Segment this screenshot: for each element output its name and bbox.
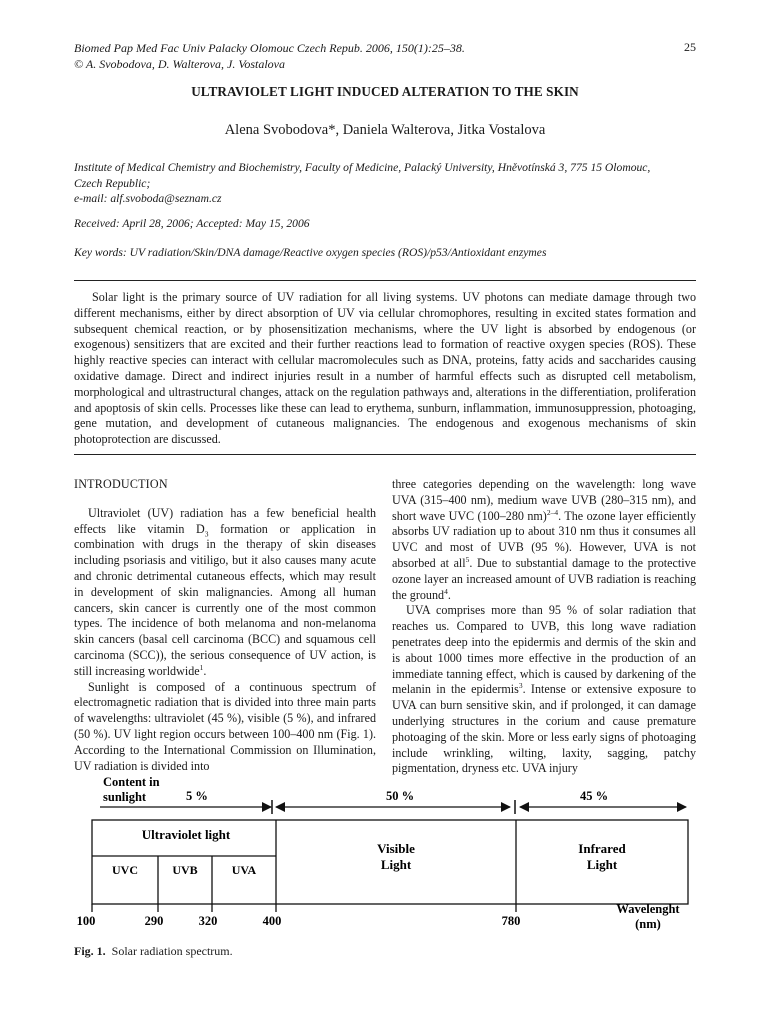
citation-ref: 1 bbox=[199, 662, 204, 672]
infrared-label-line-1: Infrared bbox=[578, 841, 626, 856]
citation-ref: 4 bbox=[444, 586, 448, 596]
text-run: . Due to substantial damage to the protective ozone layer an increased amount of UVB radiation is reaching the ground bbox=[392, 555, 696, 602]
journal-line: Biomed Pap Med Fac Univ Palacky Olomouc Czech Repub. 2006, 150(1):25–38. bbox=[74, 41, 465, 55]
tick-label: 400 bbox=[262, 914, 282, 928]
infrared-label-line-2: Light bbox=[586, 857, 618, 872]
wavelength-ticks bbox=[77, 904, 521, 928]
text-run: three categories depending on the wavelength: long wave UVA (315–400 nm), medium wave UVB (280–315 nm), and short wave UVC (100–280 nm) bbox=[392, 477, 696, 523]
solar-spectrum-figure bbox=[0, 770, 768, 940]
keywords: Key words: UV radiation/Skin/DNA damage/Reactive oxygen species (ROS)/p53/Antioxidant enzymes bbox=[74, 246, 547, 259]
wavelength-axis-label-2: (nm) bbox=[635, 917, 661, 931]
text-run: . bbox=[203, 663, 207, 678]
page-number: 25 bbox=[684, 40, 696, 54]
uva-label: UVA bbox=[231, 863, 257, 877]
citation-ref: 3 bbox=[518, 681, 523, 691]
paragraph-1 bbox=[74, 506, 376, 680]
text-run: . bbox=[447, 587, 451, 602]
column-left bbox=[74, 477, 376, 774]
content-label-line-1: Content in bbox=[103, 775, 160, 789]
figure-caption bbox=[74, 944, 233, 959]
received-dates: Received: April 28, 2006; Accepted: May 15, 2006 bbox=[74, 217, 310, 230]
visible-label-line-2: Light bbox=[380, 857, 412, 872]
author-list: Alena Svobodova*, Daniela Walterova, Jitka Vostalova bbox=[224, 122, 546, 138]
paragraph-2: Sunlight is composed of a continuous spectrum of electromagnetic radiation that is divided into three main parts of wavelengths: ultraviolet (45 %), visible (5 %), and infrared (50 %). UV light region occurs between 100–400 nm (Fig. 1). According to the International Commission on Illumination, UV radiation is divided into bbox=[74, 679, 376, 773]
text-run: Ultraviolet (UV) radiation has a few beneficial health effects like vitamin D bbox=[74, 505, 376, 536]
text-run: formation or application in combination with drugs in the therapy of skin diseases including psoriasis and vitiligo, but it also causes many acute and chronic detrimental cutaneous effects, which may result in development of skin malignancies. Among all human cancers, skin cancer is currently one of the most common types. The incidence of both melanoma and non-melanoma skin cancers (basal cell carcinoma (BCC) and squamous cell carcinoma (SCC)), the serious consequence of UV action, is still increasing worldwide bbox=[74, 521, 376, 678]
paragraph-4 bbox=[392, 603, 696, 777]
tick-label: 780 bbox=[501, 914, 521, 928]
uv-percent-label: 5 % bbox=[186, 789, 208, 803]
caption-text: Solar radiation spectrum. bbox=[111, 944, 233, 958]
tick-label: 100 bbox=[76, 914, 96, 928]
section-heading: INTRODUCTION bbox=[74, 477, 168, 491]
text-run: . Intense or extensive exposure to UVA can burn sensitive skin, and if prolonged, it can damage underlying structures in the corium and cause premature photoaging of the skin. More or less early signs of photoaging include wrinkling, wilting, laxity, sagging, patchy pigmentation, dryness etc. UVA injury bbox=[392, 682, 696, 776]
subscript: 3 bbox=[204, 529, 209, 538]
uv-box-title: Ultraviolet light bbox=[141, 827, 231, 842]
uvb-label: UVB bbox=[172, 863, 198, 877]
citation-ref: 2–4 bbox=[546, 507, 559, 517]
copyright-line: © A. Svobodova, D. Walterova, J. Vostalova bbox=[74, 57, 285, 71]
content-label-line-2: sunlight bbox=[103, 790, 147, 804]
contact-email: e-mail: alf.svoboda@seznam.cz bbox=[74, 192, 222, 205]
caption-label: Fig. 1. bbox=[74, 944, 106, 958]
text-run: UVA comprises more than 95 % of solar radiation that reaches us. Compared to UVB, this long wave radiation penetrates deep into the epidermis and dermis of the skin and is about 1000 times more effective in the production of an immediate tanning effect, which is caused by darkening of the melanin in the epidermis bbox=[392, 603, 696, 697]
infrared-percent-label: 45 % bbox=[580, 789, 609, 803]
affiliation-line-1: Institute of Medical Chemistry and Biochemistry, Faculty of Medicine, Palacký University, Hněvotínská 3, 775 15 Olomouc, bbox=[74, 161, 651, 174]
visible-label-line-1: Visible bbox=[377, 841, 415, 856]
tick-label: 320 bbox=[198, 914, 218, 928]
text-run: . The ozone layer efficiently absorbs UV radiation up to about 310 nm thus it consumes all UVC and most of UVB (95 %). However, UVA is not absorbed at all bbox=[392, 508, 696, 570]
affiliation bbox=[74, 160, 696, 207]
abstract-text: Solar light is the primary source of UV radiation for all living systems. UV photons can mediate damage through two different mechanisms, either by direct absorption of UV via cellular chromophores, resulting in excited states formation and subsequent chemical reaction, or by phosensitization mechanisms, where the UV light is absorbed by endogenous (or exogenous) sensitizers that are excited and their further reactions lead to formation of reactive oxygen species (ROS). These highly reactive species can interact with cellular macromolecules such as DNA, proteins, fatty acids and saccharides causing oxidative damage. Direct and indirect injuries result in a number of harmful effects such as disrupted cell metabolism, morphological and ultrastructural changes, attack on the regulation pathways and, alterations in the differentiation, proliferation and apoptosis of skin cells. Processes like these can lead to erythema, sunburn, inflammation, immunosuppression, photoaging, gene mutation, and development of cutaneous malignancies. The endogenous and exogenous mechanisms of skin photoprotection are discussed. bbox=[74, 290, 696, 447]
abstract bbox=[74, 290, 696, 448]
divider-bottom bbox=[74, 454, 696, 455]
citation-ref: 5 bbox=[465, 554, 470, 564]
column-right bbox=[392, 477, 696, 777]
wavelength-axis-label-1: Wavelenght bbox=[616, 902, 680, 916]
visible-percent-label: 50 % bbox=[386, 789, 415, 803]
paragraph-3 bbox=[392, 477, 696, 603]
affiliation-line-2: Czech Republic; bbox=[74, 176, 151, 190]
journal-citation bbox=[74, 40, 634, 72]
uvc-label: UVC bbox=[112, 863, 138, 877]
paper-title: ULTRAVIOLET LIGHT INDUCED ALTERATION TO THE SKIN bbox=[191, 84, 579, 99]
divider-top bbox=[74, 280, 696, 281]
tick-label: 290 bbox=[144, 914, 164, 928]
